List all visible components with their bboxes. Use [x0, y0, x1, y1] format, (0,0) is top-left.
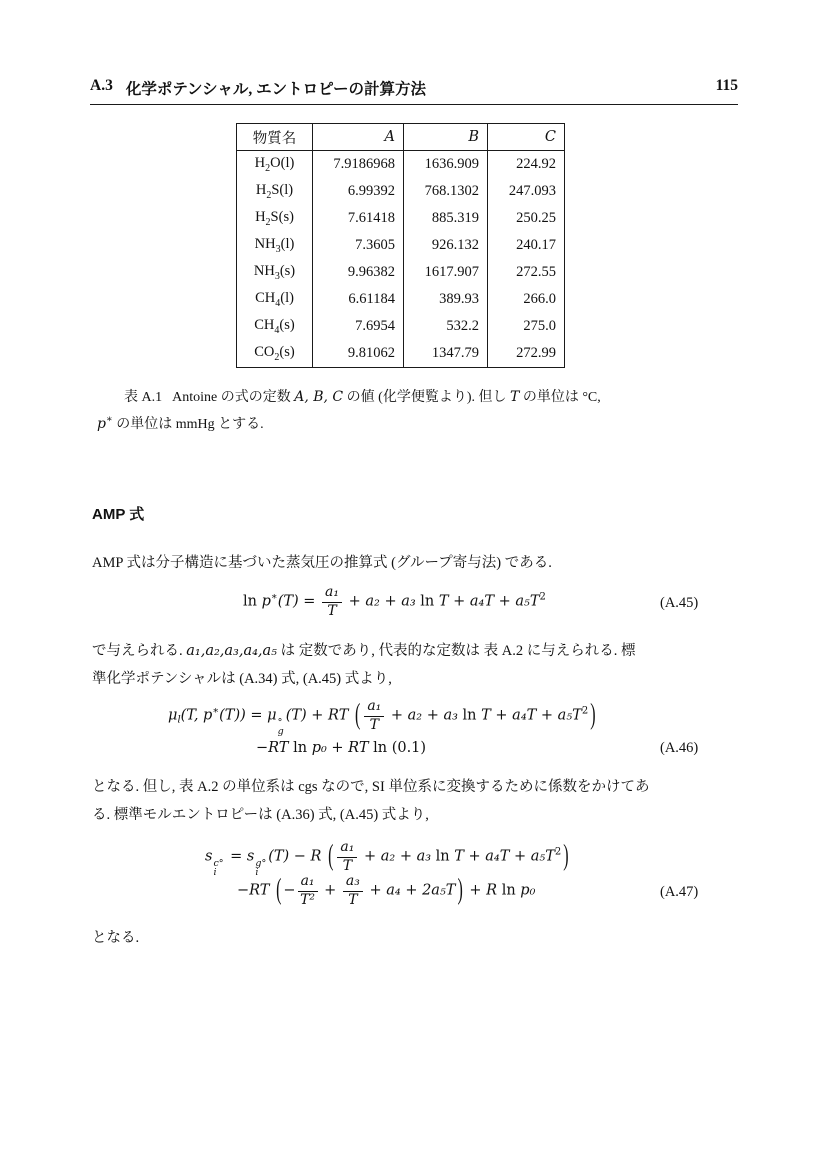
cell-substance: $CH_4(l)$ [237, 286, 313, 313]
cell-substance: $CO_2(s)$ [237, 340, 313, 368]
caption-line-1: 表 A.1 Antoine の式の定数 A, B, C の値 (化学便覧より). 但し T の単位は °C, [124, 389, 601, 405]
cell-A: 9.81062 [313, 340, 404, 368]
paragraph-constants-line-1: で与えられる. a₁,a₂,a₃,a₄,a₅ は 定数であり, 代表的な定数は 表 A.2 に与えられる. 標 [92, 643, 636, 659]
fraction: $\frac{\text{a₃}}{T}$ [343, 874, 363, 908]
running-head [90, 77, 738, 105]
fraction: $\frac{\text{a₁}}{T}$ [322, 585, 342, 619]
col-header-B: B [404, 124, 488, 151]
cell-A: 6.61184 [313, 286, 404, 313]
cell-C: 224.92 [488, 151, 565, 179]
cell-C: 275.0 [488, 313, 565, 340]
cell-B: 885.319 [404, 205, 488, 232]
equation-number-a45: (A.45) [660, 595, 699, 611]
cell-B: 1347.79 [404, 340, 488, 368]
fraction: $\frac{\text{a₁}}{T}$ [364, 699, 384, 733]
table-row [237, 205, 565, 232]
cell-A: 7.3605 [313, 232, 404, 259]
cell-B: 1617.907 [404, 259, 488, 286]
cell-substance: $H_2S(l)$ [237, 178, 313, 205]
paragraph-units-line-1: となる. 但し, 表 A.2 の単位系は cgs なので, SI 単位系に変換するために係数をかけてあ [92, 779, 650, 795]
table-caption [97, 386, 739, 436]
cell-substance: $H_2O(l)$ [237, 151, 313, 179]
cell-B: 1636.909 [404, 151, 488, 179]
fraction: $\frac{\text{a₁}}{\text{T²}}$ [298, 874, 318, 908]
amp-heading: AMP 式 [92, 506, 145, 523]
sup-sub-stack: g° i [255, 857, 267, 878]
col-header-substance: 物質名 [237, 124, 313, 151]
cell-C: 240.17 [488, 232, 565, 259]
cell-C: 266.0 [488, 286, 565, 313]
section-title: 化学ポテンシャル, エントロピーの計算方法 [125, 81, 426, 98]
equation-a46-line-2: −RT ln p₀ + RT ln (0.1) [256, 740, 427, 756]
cell-C: 247.093 [488, 178, 565, 205]
cell-C: 272.99 [488, 340, 565, 368]
sup-sub-stack: ° g [277, 716, 284, 737]
section-number: A.3 [90, 77, 113, 94]
caption-label: 表 A.1 [124, 390, 163, 405]
cell-substance: $NH_3(s)$ [237, 259, 313, 286]
col-header-A: A [313, 124, 404, 151]
page-number: 115 [715, 77, 738, 94]
amp-intro-paragraph: AMP 式は分子構造に基づいた蒸気圧の推算式 (グループ寄与法) である. [92, 555, 552, 571]
table-row [237, 178, 565, 205]
equation-a46-line-1: $\mu_l(T$, p∗(T)) = μ ° g (T) + RT ( $\frac{\text{a₁}}{T}$ + a₂ + a₃ $\ln T + a_4T + a_5T^2$ ) [168, 698, 596, 737]
paragraph-units-line-2: る. 標準モルエントロピーは (A.36) 式, (A.45) 式より, [92, 807, 429, 823]
table-row [237, 313, 565, 340]
closing-paragraph: となる. [92, 930, 140, 946]
cell-B: 532.2 [404, 313, 488, 340]
caption-line-2: p∗ の単位は mmHg とする. [97, 414, 264, 432]
cell-A: 6.99392 [313, 178, 404, 205]
equation-a47-line-2: −RT ( − $\frac{\text{a₁}}{\text{T²}}$ + $\frac{\text{a₃}}{T}$ + a₄ + 2a₅T ) + R ln p₀ [237, 873, 536, 908]
paragraph-constants [92, 637, 742, 693]
antoine-constants-table [236, 123, 565, 368]
sup-sub-stack: c° i [213, 857, 224, 878]
cell-A: 9.96382 [313, 259, 404, 286]
cell-C: 272.55 [488, 259, 565, 286]
cell-substance: $H_2S(s)$ [237, 205, 313, 232]
cell-B: 389.93 [404, 286, 488, 313]
table-row [237, 232, 565, 259]
cell-A: 7.9186968 [313, 151, 404, 179]
cell-B: 926.132 [404, 232, 488, 259]
table-row [237, 259, 565, 286]
cell-C: 250.25 [488, 205, 565, 232]
table-header-row [237, 124, 565, 151]
equation-a47-line-1: s c° i = s g° i (T) − R ( $\frac{\text{a₁}}{T}$ + a₂ + a₃ $\ln T + a_4T + a_5T^2$ ) [205, 839, 569, 878]
cell-A: 7.6954 [313, 313, 404, 340]
paragraph-constants-line-2: 準化学ポテンシャルは (A.34) 式, (A.45) 式より, [92, 671, 392, 687]
section-heading [90, 77, 426, 99]
table-row [237, 151, 565, 179]
equation-a45: ln p∗(T) = $\frac{\text{a₁}}{T}$ + a₂ + a₃ $\ln T + a_4T + a_5T^2$ [243, 584, 546, 619]
cell-substance: $CH_4(s)$ [237, 313, 313, 340]
cell-B: 768.1302 [404, 178, 488, 205]
fraction: $\frac{\text{a₁}}{T}$ [337, 840, 357, 874]
equation-number-a46: (A.46) [660, 740, 699, 756]
cell-substance: $NH_3(l)$ [237, 232, 313, 259]
cell-A: 7.61418 [313, 205, 404, 232]
equation-number-a47: (A.47) [660, 884, 699, 900]
paragraph-units [92, 773, 742, 829]
table-row [237, 286, 565, 313]
table-row [237, 340, 565, 368]
col-header-C: C [488, 124, 565, 151]
